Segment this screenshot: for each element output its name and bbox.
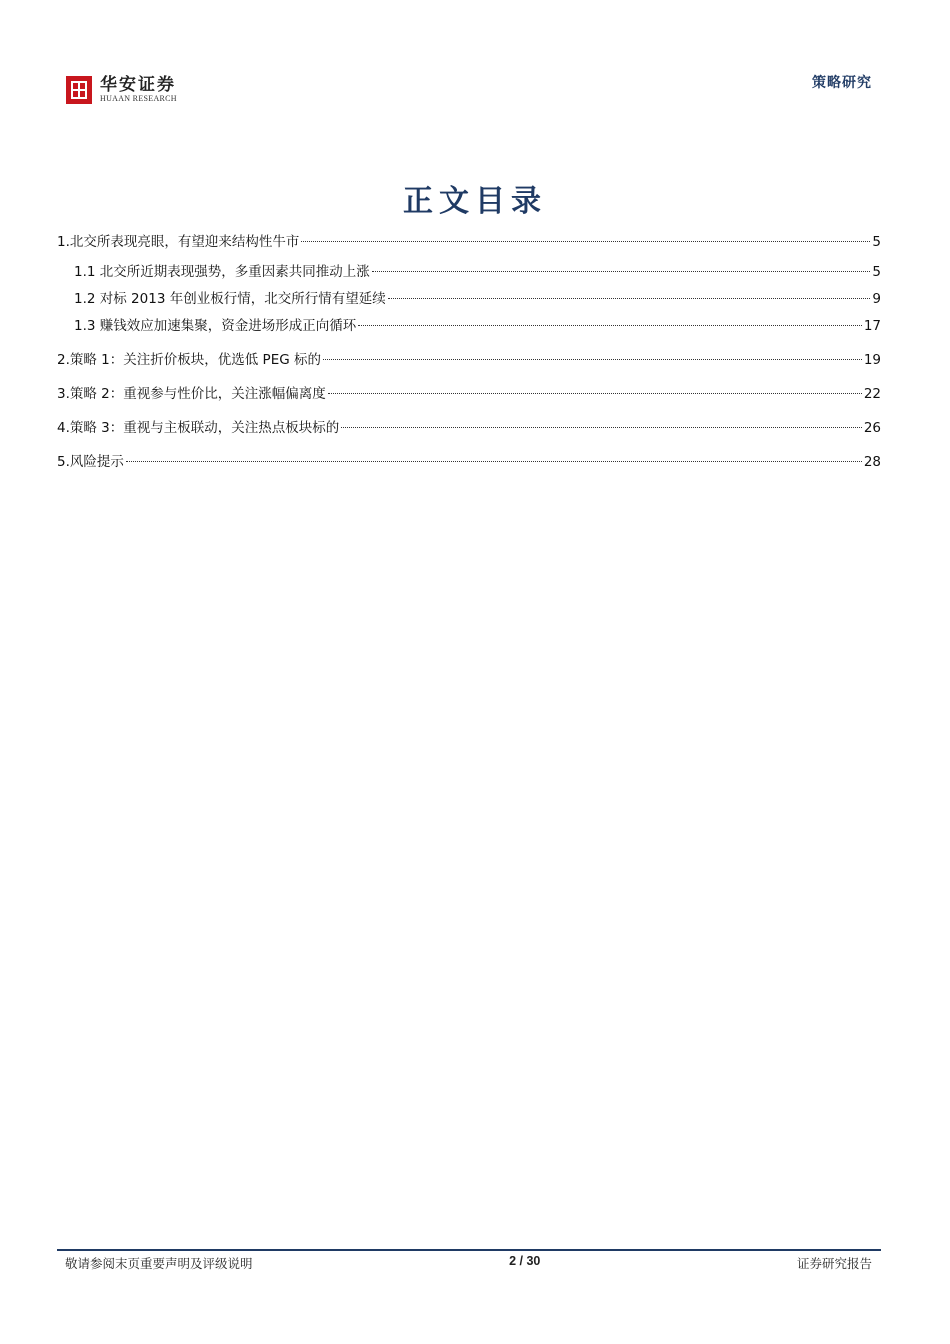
toc-leader-dots <box>323 359 862 360</box>
page-title: 正文目录 <box>403 184 547 219</box>
toc-entry-page: 26 <box>863 420 881 436</box>
toc-entry-title: 1.3 赚钱效应加速集聚，资金进场形成正向循环 <box>74 318 357 334</box>
footer-divider <box>57 1249 881 1251</box>
logo-chinese-name: 华安证券 <box>100 75 176 95</box>
toc-entry-page: 22 <box>863 386 881 402</box>
toc-leader-dots <box>358 325 862 326</box>
toc-entry-page: 5 <box>872 264 881 280</box>
toc-entry[interactable] <box>57 262 881 282</box>
footer-page-number: 2 / 30 <box>509 1254 541 1268</box>
toc-entry-title: 1.北交所表现亮眼，有望迎来结构性牛市 <box>57 234 300 250</box>
seal-icon <box>66 76 92 104</box>
toc-entry-title: 4.策略 3：重视与主板联动，关注热点板块标的 <box>57 420 340 436</box>
toc-leader-dots <box>388 298 871 299</box>
toc-entry-title: 5.风险提示 <box>57 454 124 470</box>
toc-leader-dots <box>372 271 871 272</box>
department-label: 策略研究 <box>812 75 872 91</box>
logo-english-name: HUAAN RESEARCH <box>100 94 177 103</box>
table-of-contents <box>57 232 881 472</box>
toc-entry[interactable] <box>57 316 881 336</box>
toc-leader-dots <box>301 241 870 242</box>
toc-entry-title: 3.策略 2：重视参与性价比，关注涨幅偏离度 <box>57 386 326 402</box>
toc-entry[interactable] <box>57 384 881 404</box>
toc-entry-page: 17 <box>863 318 881 334</box>
toc-entry-title: 1.2 对标 2013 年创业板行情，北交所行情有望延续 <box>74 291 386 307</box>
toc-entry[interactable] <box>57 289 881 309</box>
toc-entry-page: 5 <box>872 234 881 250</box>
toc-entry[interactable] <box>57 452 881 472</box>
toc-leader-dots <box>126 461 862 462</box>
footer-disclaimer: 敬请参阅末页重要声明及评级说明 <box>65 1256 253 1271</box>
toc-entry-title: 2.策略 1：关注折价板块，优选低 PEG 标的 <box>57 352 321 368</box>
toc-entry-title: 1.1 北交所近期表现强势，多重因素共同推动上涨 <box>74 264 370 280</box>
toc-entry[interactable] <box>57 232 881 252</box>
toc-leader-dots <box>341 427 862 428</box>
toc-leader-dots <box>328 393 862 394</box>
company-logo <box>66 76 177 104</box>
page-footer <box>65 1254 872 1272</box>
footer-report-type: 证券研究报告 <box>796 1256 872 1271</box>
toc-entry-page: 9 <box>872 291 881 307</box>
toc-entry[interactable] <box>57 350 881 370</box>
toc-entry-page: 28 <box>863 454 881 470</box>
toc-entry[interactable] <box>57 418 881 438</box>
toc-entry-page: 19 <box>863 352 881 368</box>
